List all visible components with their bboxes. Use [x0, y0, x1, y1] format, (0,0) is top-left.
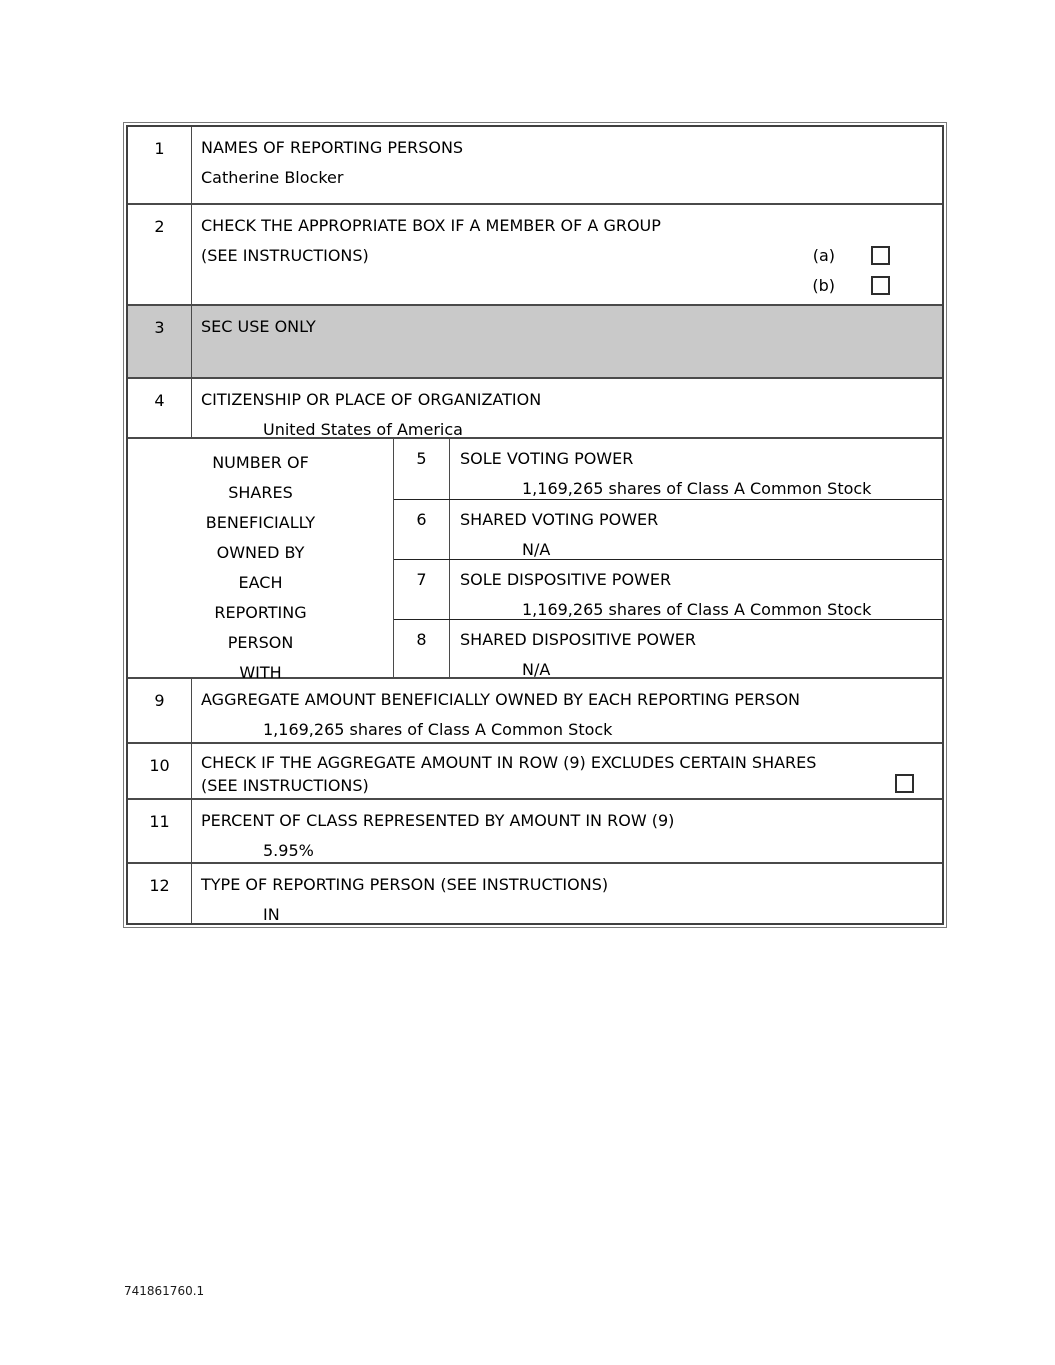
row-10-label: CHECK IF THE AGGREGATE AMOUNT IN ROW (9) EXCLUDES CERTAIN SHARES	[201, 753, 817, 772]
table-row	[128, 127, 942, 203]
shares-block-side-label: NUMBER OF SHARES BENEFICIALLY OWNED BY EACH REPORTING PERSON WITH	[128, 439, 394, 677]
row-11-number: 11	[128, 800, 192, 862]
table-row	[128, 862, 942, 923]
document-control-number: 741861760.1	[124, 1284, 205, 1298]
row-6-number: 6	[394, 500, 450, 559]
row-5-number: 5	[394, 439, 450, 499]
group-member-checkbox-a[interactable]	[871, 246, 890, 265]
option-a-label: (a)	[812, 246, 835, 265]
row-10-see-instructions: (SEE INSTRUCTIONS)	[201, 776, 369, 795]
row-5-label: SOLE VOTING POWER	[460, 449, 634, 468]
row-3-number: 3	[128, 306, 192, 377]
excludes-certain-shares-checkbox[interactable]	[895, 774, 914, 793]
table-row	[394, 499, 942, 559]
table-row	[394, 559, 942, 619]
row-7-label: SOLE DISPOSITIVE POWER	[460, 570, 672, 589]
row-10-number: 10	[128, 744, 192, 798]
row-1-label: NAMES OF REPORTING PERSONS	[201, 138, 464, 157]
row-2-number: 2	[128, 205, 192, 304]
option-b-label: (b)	[812, 276, 835, 295]
sec-use-only-row	[128, 304, 942, 377]
row-4-label: CITIZENSHIP OR PLACE OF ORGANIZATION	[201, 390, 542, 409]
row-7-number: 7	[394, 560, 450, 619]
sole-dispositive-power-value: 1,169,265 shares of Class A Common Stock	[522, 600, 872, 619]
citizenship-value: United States of America	[263, 420, 463, 439]
reporting-person-name: Catherine Blocker	[201, 168, 344, 187]
percent-of-class-value: 5.95%	[263, 841, 314, 860]
row-9-number: 9	[128, 679, 192, 742]
table-row	[394, 439, 942, 499]
reporting-person-table	[123, 122, 947, 928]
row-8-label: SHARED DISPOSITIVE POWER	[460, 630, 696, 649]
row-12-number: 12	[128, 864, 192, 923]
row-1-number: 1	[128, 127, 192, 203]
row-12-label: TYPE OF REPORTING PERSON (SEE INSTRUCTIONS)	[201, 875, 609, 894]
shared-dispositive-power-value: N/A	[522, 660, 551, 679]
row-8-number: 8	[394, 620, 450, 679]
table-row	[128, 798, 942, 862]
table-row	[394, 619, 942, 679]
row-2-see-instructions: (SEE INSTRUCTIONS)	[201, 246, 369, 265]
shares-block	[128, 437, 942, 682]
sole-voting-power-value: 1,169,265 shares of Class A Common Stock	[522, 479, 872, 498]
row-2-label: CHECK THE APPROPRIATE BOX IF A MEMBER OF A GROUP	[201, 216, 661, 235]
row-4-number: 4	[128, 379, 192, 437]
row-6-label: SHARED VOTING POWER	[460, 510, 659, 529]
row-9-label: AGGREGATE AMOUNT BENEFICIALLY OWNED BY EACH REPORTING PERSON	[201, 690, 801, 709]
row-3-label: SEC USE ONLY	[201, 317, 316, 336]
table-row	[128, 742, 942, 798]
row-11-label: PERCENT OF CLASS REPRESENTED BY AMOUNT IN ROW (9)	[201, 811, 675, 830]
table-row	[128, 203, 942, 304]
aggregate-amount-value: 1,169,265 shares of Class A Common Stock	[263, 720, 613, 739]
shared-voting-power-value: N/A	[522, 540, 551, 559]
reporting-person-type-value: IN	[263, 905, 280, 924]
group-member-checkbox-b[interactable]	[871, 276, 890, 295]
table-row	[128, 677, 942, 742]
table-row	[128, 377, 942, 437]
